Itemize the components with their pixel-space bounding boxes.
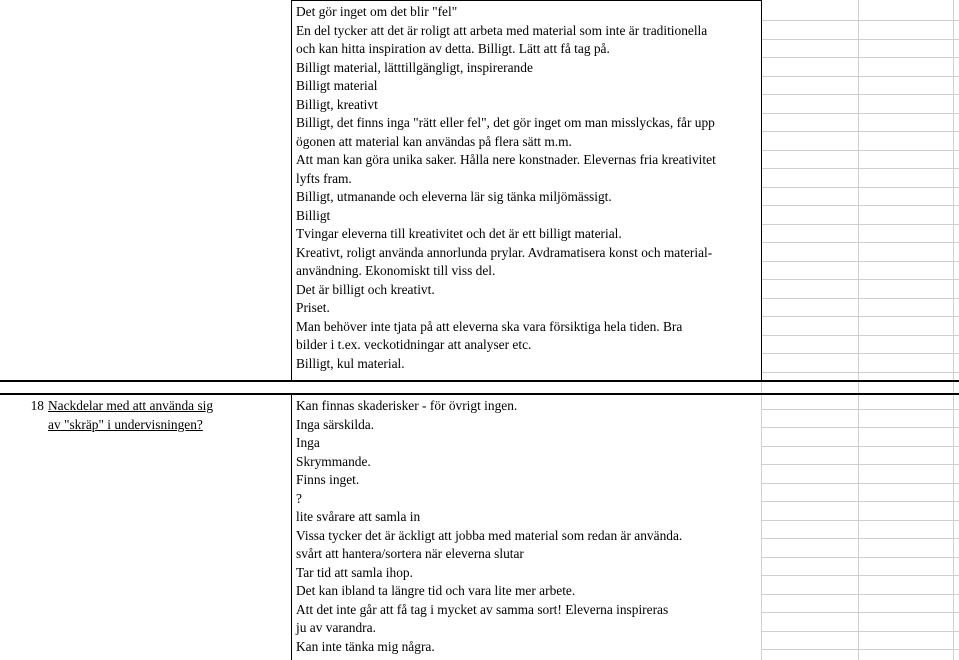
grid-row-line: [762, 557, 959, 558]
grid-row-line: [762, 483, 959, 484]
answer-line: Billigt, kreativt: [296, 96, 378, 112]
answer-line: bilder i t.ex. veckotidningar att analyser etc.: [296, 337, 532, 352]
question-line-2: av "skräp" i undervisningen?: [48, 416, 203, 432]
answer-line: Billigt material: [296, 78, 378, 93]
cell-border-left: [291, 395, 292, 660]
answer-line: Tar tid att samla ihop.: [296, 564, 413, 580]
answer-line: Att det inte går att få tag i mycket av samma sort! Eleverna inspireras: [296, 601, 669, 617]
cell-border-right: [761, 0, 762, 381]
grid-row-line: [762, 446, 959, 447]
question-number: 18: [30, 398, 44, 413]
cell-border-left: [291, 0, 292, 381]
grid-row-line: [762, 94, 959, 95]
grid-row-line: [762, 150, 959, 151]
grid-row-line: [762, 538, 959, 539]
grid-row-line: [762, 298, 959, 299]
answer-line: Skrymmande.: [296, 453, 371, 469]
answer-line: Vissa tycker det är äckligt att jobba med material som redan är använda.: [296, 527, 683, 543]
answer-line: Inga: [296, 435, 320, 450]
grid-row-line: [762, 520, 959, 521]
question-line-1: Nackdelar med att använda sig: [48, 398, 214, 413]
grid-row-line: [762, 113, 959, 114]
grid-row-line: [762, 20, 959, 21]
answer-line: lite svårare att samla in: [296, 509, 421, 524]
answer-line: Det gör inget om det blir "fel": [296, 4, 458, 19]
grid-row-line: [762, 409, 959, 410]
grid-row-line: [762, 224, 959, 225]
answer-line: ju av varandra.: [296, 620, 376, 635]
answer-line: Billigt, kul material.: [296, 355, 405, 371]
answer-line: Billigt, det finns inga "rätt eller fel", det gör inget om man misslyckas, får upp: [296, 115, 715, 130]
grid-row-line: [762, 612, 959, 613]
grid-row-line: [762, 205, 959, 206]
answer-line: ?: [296, 490, 302, 506]
grid-row-line: [762, 649, 959, 650]
answer-line: En del tycker att det är roligt att arbeta med material som inte är traditionella: [296, 22, 708, 38]
grid-row-line: [762, 353, 959, 354]
answer-line: Man behöver inte tjata på att eleverna ska vara försiktiga hela tiden. Bra: [296, 318, 683, 334]
grid-row-line: [762, 168, 959, 169]
answer-line: Priset.: [296, 300, 330, 315]
grid-row-line: [762, 39, 959, 40]
answer-line: Det kan ibland ta längre tid och vara lite mer arbete.: [296, 583, 576, 598]
answer-line: Det är billigt och kreativt.: [296, 281, 435, 297]
answer-line: Billigt: [296, 207, 331, 223]
grid-row-line: [762, 464, 959, 465]
answer-line: Inga särskilda.: [296, 416, 375, 432]
grid-row-line: [762, 57, 959, 58]
answer-line: Kan finnas skaderisker - för övrigt ingen.: [296, 398, 518, 413]
answer-line: lyfts fram.: [296, 170, 352, 186]
grid-row-line: [762, 261, 959, 262]
grid-row-line: [762, 187, 959, 188]
grid-row-line: [762, 631, 959, 632]
answer-line: ögonen att material kan användas på flera sätt m.m.: [296, 133, 572, 149]
grid-row-line: [762, 427, 959, 428]
grid-row-line: [762, 335, 959, 336]
grid-row-line: [762, 594, 959, 595]
answer-line: Kreativt, roligt använda annorlunda prylar. Avdramatisera konst och material-: [296, 244, 713, 260]
grid-column-line: [858, 0, 859, 660]
answer-line: Tvingar eleverna till kreativitet och det är ett billigt material.: [296, 226, 622, 241]
answer-line: svårt att hantera/sortera när eleverna slutar: [296, 546, 524, 561]
grid-column-line: [953, 0, 954, 660]
answer-line: Att man kan göra unika saker. Hålla nere konstnader. Elevernas fria kreativitet: [296, 152, 716, 167]
answer-line: Billigt material, lätttillgängligt, inspirerande: [296, 59, 533, 75]
cell-border-top: [291, 0, 762, 1]
section-separator: [0, 380, 959, 382]
grid-row-line: [762, 316, 959, 317]
answer-line: Kan inte tänka mig några.: [296, 638, 435, 654]
grid-row-line: [762, 242, 959, 243]
answer-line: och kan hitta inspiration av detta. Billigt. Lätt att få tag på.: [296, 41, 610, 56]
section-separator: [0, 393, 959, 395]
answer-line: användning. Ekonomiskt till viss del.: [296, 263, 496, 278]
grid-row-line: [762, 372, 959, 373]
answer-line: Finns inget.: [296, 472, 360, 487]
grid-row-line: [762, 575, 959, 576]
grid-row-line: [762, 131, 959, 132]
grid-row-line: [762, 501, 959, 502]
grid-row-line: [762, 279, 959, 280]
grid-row-line: [762, 76, 959, 77]
answer-line: Billigt, utmanande och eleverna lär sig tänka miljömässigt.: [296, 189, 612, 204]
